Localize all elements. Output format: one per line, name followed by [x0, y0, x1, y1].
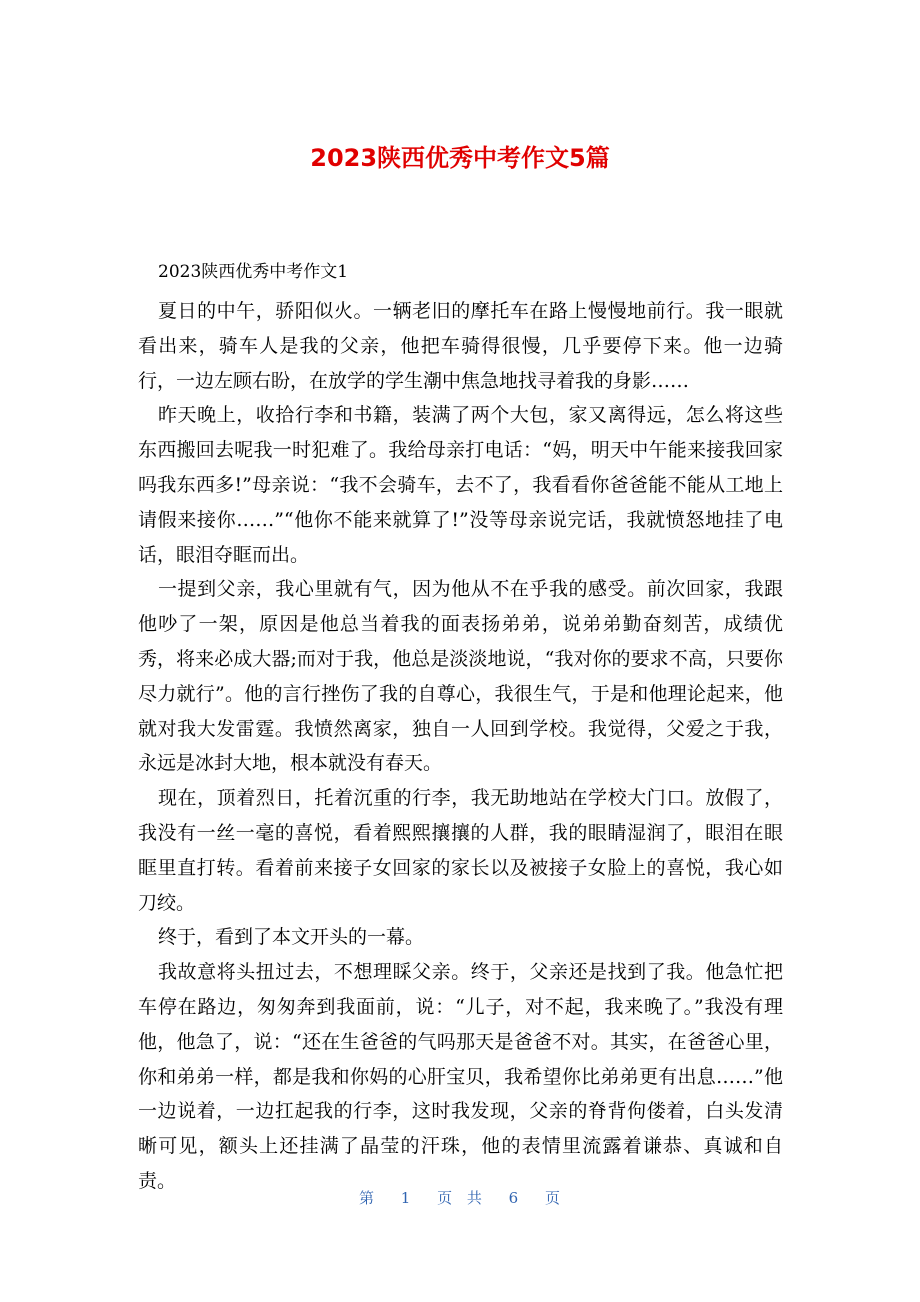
paragraph-5: 终于，看到了本文开头的一幕。 — [158, 926, 425, 949]
footer-prefix: 第 — [358, 1189, 375, 1207]
footer-total-pages: 6 — [508, 1189, 520, 1207]
paragraph-1: 夏日的中午，骄阳似火。一辆老旧的摩托车在路上慢慢地前行。我一眼就看出来，骑车人是我的父亲，他把车骑得很慢，几乎要停下来。他一边骑行，一边左顾右盼，在放学的学生潮中焦急地找寻着我的身影…… — [138, 300, 783, 392]
paragraph-4: 现在，顶着烈日，托着沉重的行李，我无助地站在学校大门口。放假了，我没有一丝一毫的喜悦，看着熙熙攘攘的人群，我的眼睛湿润了，眼泪在眼眶里直打转。看着前来接子女回家的家长以及被接子女脸上的喜悦，我心如刀绞。 — [138, 787, 783, 914]
page-title: 2023陕西优秀中考作文5篇 — [310, 144, 610, 172]
document-body — [138, 256, 783, 1199]
footer-current-page: 1 — [400, 1189, 412, 1207]
footer-middle: 页 共 — [437, 1189, 483, 1207]
paragraph-6: 我故意将头扭过去，不想理睬父亲。终于，父亲还是找到了我。他急忙把车停在路边，匆匆奔到我面前，说：“儿子，对不起，我来晚了。”我没有理他，他急了，说：“还在生爸爸的气吗那天是爸爸不对。其实，在爸爸心里，你和弟弟一样，都是我和你妈的心肝宝贝，我希望你比弟弟更有出息……”他一边说着，一边扛起我的行李，这时我发现，父亲的脊背佝偻着，白头发清晰可见，额头上还挂满了晶莹的汗珠，他的表情里流露着谦恭、真诚和自责。 — [138, 961, 783, 1192]
section-heading: 2023陕西优秀中考作文1 — [158, 262, 349, 282]
page-footer — [0, 1186, 920, 1210]
paragraph-2: 昨天晚上，收拾行李和书籍，装满了两个大包，家又离得远，怎么将这些东西搬回去呢我一时犯难了。我给母亲打电话：“妈，明天中午能来接我回家吗我东西多!”母亲说：“我不会骑车，去不了，我看看你爸爸能不能从工地上请假来接你……”“他你不能来就算了!”没等母亲说完话，我就愤怒地挂了电话，眼泪夺眶而出。 — [138, 404, 783, 566]
paragraph-3: 一提到父亲，我心里就有气，因为他从不在乎我的感受。前次回家，我跟他吵了一架，原因是他总当着我的面表扬弟弟，说弟弟勤奋刻苦，成绩优秀，将来必成大器;而对于我，他总是淡淡地说，“我对你的要求不高，只要你尽力就行”。他的言行挫伤了我的自尊心，我很生气，于是和他理论起来，他就对我大发雷霆。我愤然离家，独自一人回到学校。我觉得，父爱之于我，永远是冰封大地，根本就没有春天。 — [138, 578, 783, 775]
footer-suffix: 页 — [545, 1189, 562, 1207]
